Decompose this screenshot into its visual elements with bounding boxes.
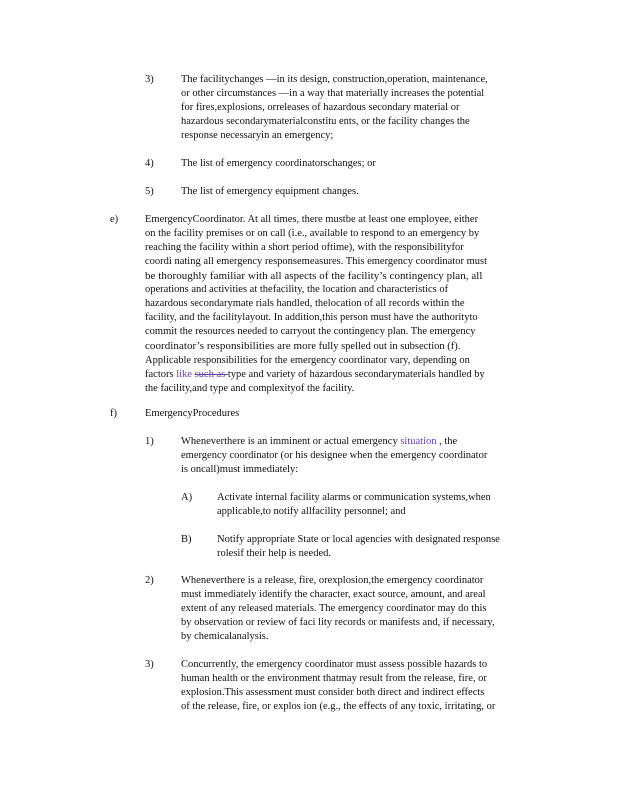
text-run: , the [436,436,458,447]
heading-text: EmergencyProcedures [145,408,240,419]
text-line: be thoroughly familiar with all aspects of the facility’s contingency plan, all [145,270,483,282]
text-line: hazardous secondarymate rials handled, thelocation of all records within the [145,298,465,309]
text-line: commit the resources needed to carryout the contingency plan. The emergency [145,326,476,337]
text-line: Activate internal facility alarms or communication systems,when [217,492,491,503]
text-run: e fully spelled out in subsection (f). [311,341,461,352]
text-line: must immediately identify the character, exact source, amount, and areal [181,589,486,600]
paragraph-item-5 [181,185,520,199]
paragraph-procedure-3 [181,658,539,714]
text-line: coordi nating all emergency responsemeasures. This emergency coordinator must [145,256,488,267]
text-line: for fires,explosions, orreleases of hazardous secondary material or [181,102,460,113]
text-line: hazardous secondarymaterialconstitu ents, or the facility changes the [181,116,470,127]
paragraph-procedure-1 [181,435,524,477]
text-line: The facilitychanges —in its design, construction,operation, maintenance, [181,74,488,85]
text-line: EmergencyCoordinator. At all times, there mustbe at least one employee, either [145,214,479,225]
list-marker: 3) [145,74,154,85]
text-line: applicable,to notify allfacility personnel; and [217,506,406,517]
text-line: Notify appropriate State or local agencies with designated response [217,534,500,545]
text-line: Wheneverthere is a release, fire, orexplosion,the emergency coordinator [181,575,484,586]
paragraph-emergency-coordinator [145,213,529,396]
paragraph-procedure-2 [181,574,535,644]
text-line: is oncall)must immediately: [181,464,299,475]
text-line: The list of emergency equipment changes. [181,186,359,197]
text-line: by chemicalanalysis. [181,631,269,642]
section-marker: f) [110,408,117,419]
text-line [181,435,524,449]
text-line: human health or the environment thatmay result from the release, fire, or [181,673,487,684]
text-run: type and variety of hazardous secondarymaterials handled by [227,369,485,380]
text-line: extent of any released materials. The emergency coordinator may do this [181,603,487,614]
text-line: emergency coordinator (or his designee when the emergency coordinator [181,450,488,461]
list-marker: 2) [145,575,154,586]
list-marker: 1) [145,436,154,447]
list-marker: A) [181,492,193,503]
section-marker: e) [110,214,119,225]
text-line: operations and activities at thefacility, the location and characteristics of [145,284,449,295]
text-line: The list of emergency coordinatorschanges; or [181,158,376,169]
text-line: facility, and the facilitylayout. In addition,this person must have the authorityto [145,312,478,323]
text-line: Concurrently, the emergency coordinator must assess possible hazards to [181,659,488,670]
paragraph-item-4 [181,157,520,171]
text-line: or other circumstances —in a way that materially increases the potential [181,88,485,99]
text-line: response necessaryin an emergency; [181,130,334,141]
text-run: coordinator’s responsibilities are mor [145,340,312,352]
text-line: of the release, fire, or explos ion (e.g., the effects of any toxic, irritating, or [181,701,496,712]
paragraph-step-a [217,491,535,519]
list-marker: 3) [145,659,154,670]
text-run: Wheneverthere is an imminent or actual emergency [181,436,401,447]
inserted-text: like [176,369,192,380]
text-line: the facility,and type and complexityof the facility. [145,383,355,394]
section-heading [145,407,529,421]
text-run: factors [145,369,177,380]
text-line: by observation or review of faci lity records or manifests and, if necessary, [181,617,495,628]
paragraph-step-b [217,533,535,561]
list-marker: 5) [145,186,154,197]
inserted-text: situation [400,436,437,447]
text-line [145,368,529,382]
text-line: on the facility premises or on call (i.e., available to respond to an emergency by [145,228,480,239]
deleted-text: such as [194,369,228,380]
text-line: explosion.This assessment must consider both direct and indirect effects [181,687,485,698]
paragraph-item-3 [181,73,520,143]
text-line: rolesif their help is needed. [217,548,332,559]
text-line [145,339,529,354]
list-marker: B) [181,534,192,545]
text-line: reaching the facility within a short period oftime), with the responsibilityfor [145,242,464,253]
text-line: Applicable responsibilities for the emergency coordinator vary, depending on [145,355,470,366]
list-marker: 4) [145,158,154,169]
